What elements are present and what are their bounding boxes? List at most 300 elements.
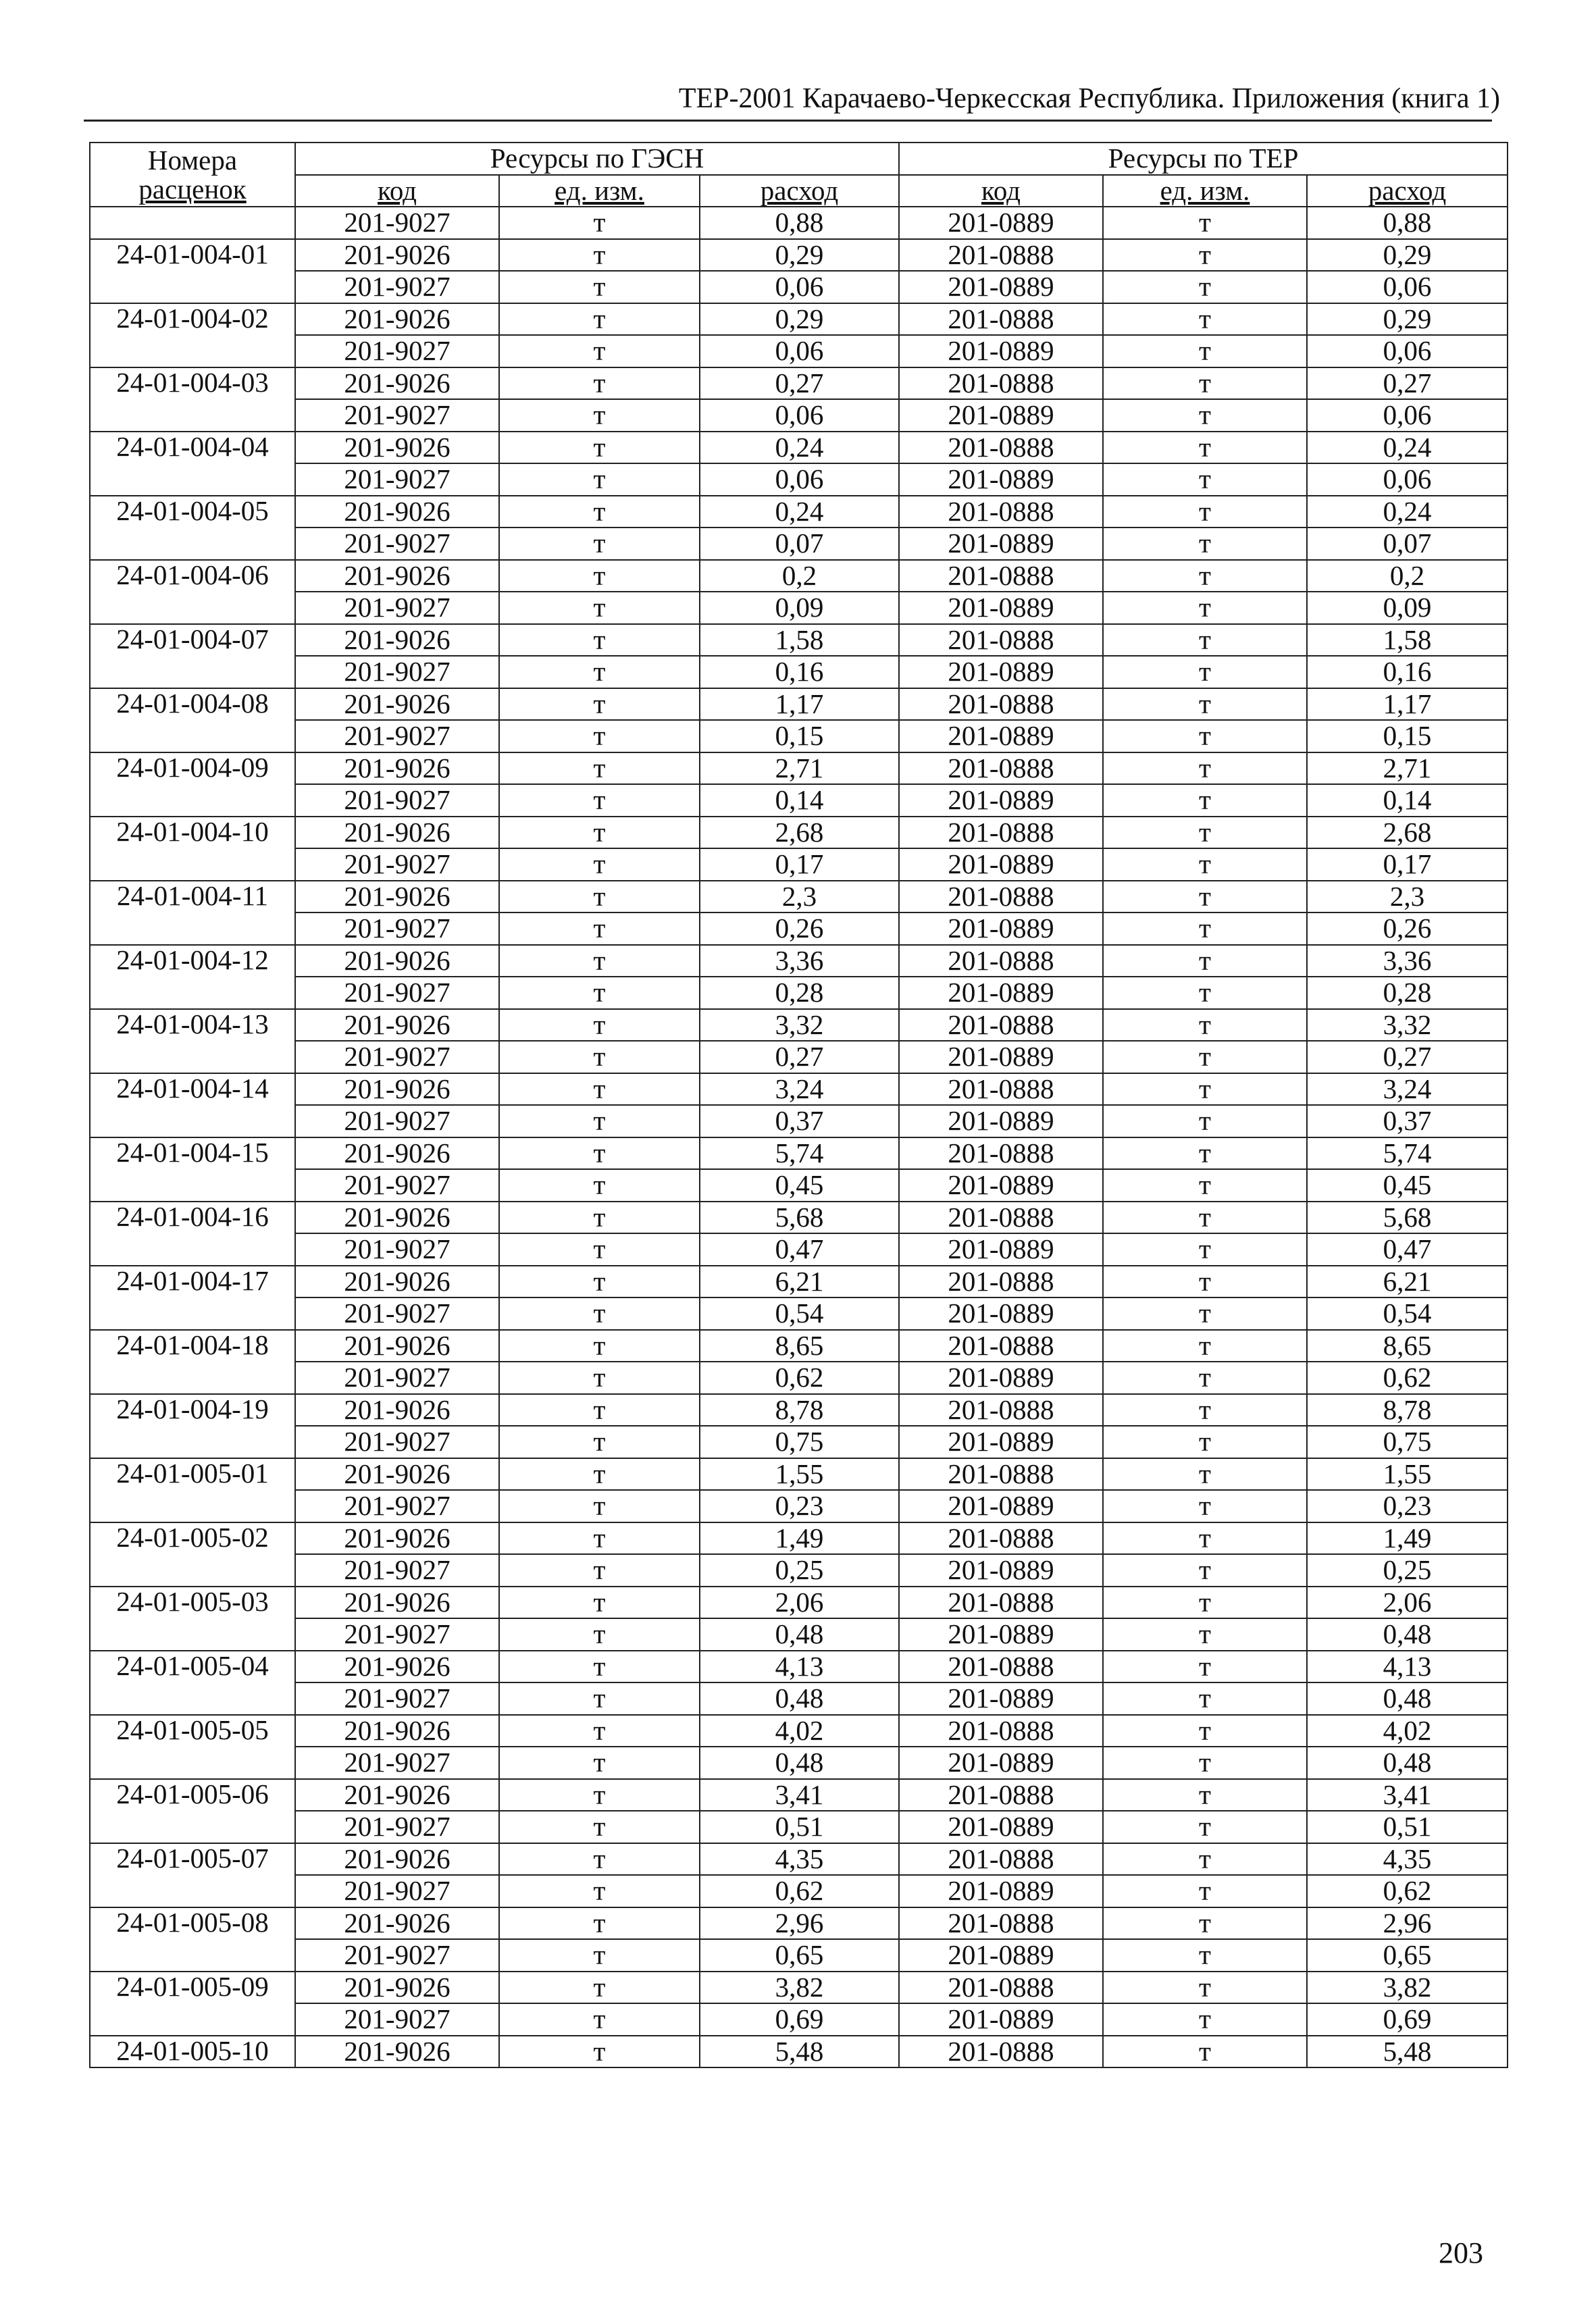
gesn-code-cell: 201-9026 bbox=[295, 688, 499, 721]
ter-code-cell: 201-0889 bbox=[899, 1682, 1103, 1715]
ter-usage-cell: 6,21 bbox=[1307, 1266, 1508, 1298]
gesn-code-cell: 201-9027 bbox=[295, 784, 499, 817]
ter-code-cell: 201-0889 bbox=[899, 977, 1103, 1009]
ter-code-cell: 201-0888 bbox=[899, 367, 1103, 400]
rate-number-cell: 24-01-005-10 bbox=[90, 2036, 295, 2068]
gesn-code-cell: 201-9027 bbox=[295, 1041, 499, 1073]
gesn-usage-cell: 0,24 bbox=[700, 432, 899, 464]
ter-code-cell: 201-0888 bbox=[899, 239, 1103, 272]
gesn-usage-cell: 0,54 bbox=[700, 1297, 899, 1330]
gesn-unit-cell: т bbox=[499, 1587, 700, 1619]
ter-code-cell: 201-0889 bbox=[899, 271, 1103, 303]
table-row bbox=[90, 688, 1508, 721]
gesn-unit-cell: т bbox=[499, 463, 700, 496]
gesn-unit-cell: т bbox=[499, 977, 700, 1009]
ter-usage-cell: 0,37 bbox=[1307, 1105, 1508, 1137]
rate-number-cell bbox=[90, 207, 295, 239]
gesn-unit-cell: т bbox=[499, 528, 700, 560]
ter-usage-cell: 0,27 bbox=[1307, 1041, 1508, 1073]
ter-unit-cell: т bbox=[1103, 2003, 1307, 2036]
gesn-usage-cell: 2,96 bbox=[700, 1907, 899, 1940]
gesn-code-cell: 201-9027 bbox=[295, 1939, 499, 1972]
table-row bbox=[90, 1297, 1508, 1330]
ter-unit-cell: т bbox=[1103, 1330, 1307, 1362]
ter-usage-cell: 0,45 bbox=[1307, 1169, 1508, 1202]
ter-usage-cell: 0,24 bbox=[1307, 496, 1508, 528]
gesn-usage-cell: 0,62 bbox=[700, 1875, 899, 1907]
ter-code-cell: 201-0888 bbox=[899, 1330, 1103, 1362]
rates-header-line1: Номера bbox=[147, 144, 238, 176]
gesn-usage-cell: 0,23 bbox=[700, 1490, 899, 1522]
rate-number-cell: 24-01-004-02 bbox=[90, 303, 295, 367]
ter-code-cell: 201-0889 bbox=[899, 1811, 1103, 1843]
table-row bbox=[90, 367, 1508, 400]
gesn-unit-cell: т bbox=[499, 1394, 700, 1426]
ter-usage-cell: 5,48 bbox=[1307, 2036, 1508, 2068]
gesn-usage-cell: 0,37 bbox=[700, 1105, 899, 1137]
ter-usage-cell: 0,75 bbox=[1307, 1426, 1508, 1458]
gesn-code-cell: 201-9027 bbox=[295, 1105, 499, 1137]
ter-code-cell: 201-0888 bbox=[899, 1202, 1103, 1234]
gesn-usage-cell: 0,75 bbox=[700, 1426, 899, 1458]
gesn-unit-cell: т bbox=[499, 496, 700, 528]
table-row bbox=[90, 784, 1508, 817]
ter-unit-cell: т bbox=[1103, 1169, 1307, 1202]
table-row bbox=[90, 1907, 1508, 1940]
gesn-usage-cell: 5,74 bbox=[700, 1137, 899, 1170]
gesn-code-cell: 201-9026 bbox=[295, 1651, 499, 1683]
ter-usage-cell: 0,48 bbox=[1307, 1747, 1508, 1779]
gesn-usage-cell: 0,88 bbox=[700, 207, 899, 239]
ter-unit-cell: т bbox=[1103, 1266, 1307, 1298]
ter-unit-cell: т bbox=[1103, 463, 1307, 496]
gesn-unit-cell: т bbox=[499, 1073, 700, 1106]
ter-code-cell: 201-0888 bbox=[899, 1009, 1103, 1042]
ter-code-cell: 201-0888 bbox=[899, 688, 1103, 721]
ter-usage-cell: 3,32 bbox=[1307, 1009, 1508, 1042]
ter-code-cell: 201-0889 bbox=[899, 1297, 1103, 1330]
gesn-code-cell: 201-9026 bbox=[295, 1587, 499, 1619]
ter-unit-cell: т bbox=[1103, 1939, 1307, 1972]
ter-unit-cell: т bbox=[1103, 560, 1307, 592]
gesn-usage-cell: 0,24 bbox=[700, 496, 899, 528]
ter-unit-cell: т bbox=[1103, 1779, 1307, 1811]
table-row bbox=[90, 1362, 1508, 1394]
gesn-usage-cell: 0,62 bbox=[700, 1362, 899, 1394]
ter-group-header: Ресурсы по ТЕР bbox=[899, 143, 1508, 175]
ter-code-cell: 201-0888 bbox=[899, 1587, 1103, 1619]
ter-code-cell: 201-0888 bbox=[899, 1137, 1103, 1170]
ter-code-cell: 201-0888 bbox=[899, 624, 1103, 657]
gesn-usage-cell: 1,17 bbox=[700, 688, 899, 721]
ter-usage-cell: 1,58 bbox=[1307, 624, 1508, 657]
gesn-unit-cell: т bbox=[499, 1297, 700, 1330]
gesn-unit-cell: т bbox=[499, 1169, 700, 1202]
gesn-usage-cell: 0,06 bbox=[700, 271, 899, 303]
ter-usage-cell: 3,36 bbox=[1307, 945, 1508, 977]
gesn-code-cell: 201-9027 bbox=[295, 592, 499, 624]
gesn-usage-cell: 0,29 bbox=[700, 239, 899, 272]
ter-unit-cell: т bbox=[1103, 1426, 1307, 1458]
table-row bbox=[90, 1330, 1508, 1362]
table-row bbox=[90, 1939, 1508, 1972]
gesn-unit-cell: т bbox=[499, 1811, 700, 1843]
ter-code-cell: 201-0889 bbox=[899, 784, 1103, 817]
ter-usage-cell: 5,68 bbox=[1307, 1202, 1508, 1234]
ter-code-cell: 201-0889 bbox=[899, 1041, 1103, 1073]
ter-unit-cell: т bbox=[1103, 1073, 1307, 1106]
gesn-unit-cell: т bbox=[499, 656, 700, 688]
gesn-usage-cell: 0,27 bbox=[700, 1041, 899, 1073]
rate-number-cell: 24-01-005-06 bbox=[90, 1779, 295, 1843]
gesn-usage-cell: 3,82 bbox=[700, 1972, 899, 2004]
gesn-unit-cell: т bbox=[499, 432, 700, 464]
ter-code-cell: 201-0888 bbox=[899, 1843, 1103, 1876]
ter-code-cell: 201-0888 bbox=[899, 1458, 1103, 1491]
table-row bbox=[90, 720, 1508, 752]
gesn-unit-cell: т bbox=[499, 1843, 700, 1876]
gesn-code-cell: 201-9027 bbox=[295, 463, 499, 496]
gesn-usage-cell: 1,55 bbox=[700, 1458, 899, 1491]
ter-unit-cell: т bbox=[1103, 1522, 1307, 1555]
gesn-unit-cell: т bbox=[499, 1907, 700, 1940]
ter-code-cell: 201-0889 bbox=[899, 1747, 1103, 1779]
page-header-title: ТЕР-2001 Карачаево-Черкесская Республика. Приложения (книга 1) bbox=[678, 83, 1500, 114]
table-row bbox=[90, 528, 1508, 560]
ter-code-cell: 201-0889 bbox=[899, 912, 1103, 945]
table-row bbox=[90, 207, 1508, 239]
ter-code-cell: 201-0889 bbox=[899, 2003, 1103, 2036]
ter-usage-cell: 4,13 bbox=[1307, 1651, 1508, 1683]
gesn-usage-cell: 8,65 bbox=[700, 1330, 899, 1362]
rate-number-cell: 24-01-004-19 bbox=[90, 1394, 295, 1458]
table-head bbox=[90, 143, 1508, 207]
ter-usage-cell: 0,27 bbox=[1307, 367, 1508, 400]
gesn-unit-cell: т bbox=[499, 1362, 700, 1394]
gesn-unit-cell: т bbox=[499, 1330, 700, 1362]
gesn-code-cell: 201-9027 bbox=[295, 1362, 499, 1394]
ter-usage-cell: 8,78 bbox=[1307, 1394, 1508, 1426]
rate-number-cell: 24-01-004-18 bbox=[90, 1330, 295, 1394]
rate-number-cell: 24-01-005-01 bbox=[90, 1458, 295, 1522]
gesn-code-cell: 201-9027 bbox=[295, 399, 499, 432]
ter-unit-cell: т bbox=[1103, 817, 1307, 849]
ter-usage-cell: 0,62 bbox=[1307, 1362, 1508, 1394]
gesn-usage-cell: 5,68 bbox=[700, 1202, 899, 1234]
ter-code-cell: 201-0888 bbox=[899, 303, 1103, 336]
ter-usage-cell: 1,55 bbox=[1307, 1458, 1508, 1491]
ter-usage-cell: 0,06 bbox=[1307, 399, 1508, 432]
gesn-code-cell: 201-9026 bbox=[295, 1394, 499, 1426]
table-row bbox=[90, 592, 1508, 624]
gesn-code-cell: 201-9026 bbox=[295, 1843, 499, 1876]
gesn-usage-cell: 0,48 bbox=[700, 1618, 899, 1651]
gesn-unit-cell: т bbox=[499, 752, 700, 785]
ter-unit-cell: т bbox=[1103, 239, 1307, 272]
gesn-unit-cell: т bbox=[499, 271, 700, 303]
gesn-unit-cell: т bbox=[499, 1266, 700, 1298]
gesn-unit-header: ед. изм. bbox=[499, 175, 700, 207]
header-divider bbox=[84, 120, 1492, 122]
gesn-usage-cell: 3,36 bbox=[700, 945, 899, 977]
ter-usage-cell: 0,28 bbox=[1307, 977, 1508, 1009]
ter-code-cell: 201-0888 bbox=[899, 496, 1103, 528]
ter-unit-cell: т bbox=[1103, 1587, 1307, 1619]
gesn-unit-cell: т bbox=[499, 688, 700, 721]
rate-number-cell: 24-01-004-15 bbox=[90, 1137, 295, 1202]
ter-unit-cell: т bbox=[1103, 1651, 1307, 1683]
gesn-usage-cell: 5,48 bbox=[700, 2036, 899, 2068]
rate-number-cell: 24-01-005-08 bbox=[90, 1907, 295, 1972]
ter-code-cell: 201-0888 bbox=[899, 1522, 1103, 1555]
table-row bbox=[90, 1105, 1508, 1137]
rate-number-cell: 24-01-004-13 bbox=[90, 1009, 295, 1073]
gesn-usage-cell: 0,65 bbox=[700, 1939, 899, 1972]
gesn-usage-cell: 3,41 bbox=[700, 1779, 899, 1811]
rate-number-cell: 24-01-004-16 bbox=[90, 1202, 295, 1266]
gesn-unit-cell: т bbox=[499, 1426, 700, 1458]
gesn-unit-cell: т bbox=[499, 624, 700, 657]
table-row bbox=[90, 1169, 1508, 1202]
ter-usage-cell: 3,41 bbox=[1307, 1779, 1508, 1811]
gesn-code-cell: 201-9026 bbox=[295, 1972, 499, 2004]
ter-unit-cell: т bbox=[1103, 1458, 1307, 1491]
gesn-code-cell: 201-9027 bbox=[295, 1233, 499, 1266]
ter-usage-cell: 0,06 bbox=[1307, 335, 1508, 367]
ter-usage-cell: 0,47 bbox=[1307, 1233, 1508, 1266]
rate-number-cell: 24-01-005-09 bbox=[90, 1972, 295, 2036]
table-row bbox=[90, 1041, 1508, 1073]
ter-code-cell: 201-0888 bbox=[899, 881, 1103, 913]
ter-unit-cell: т bbox=[1103, 592, 1307, 624]
rate-number-cell: 24-01-005-04 bbox=[90, 1651, 295, 1715]
gesn-usage-cell: 0,06 bbox=[700, 399, 899, 432]
gesn-unit-cell: т bbox=[499, 1875, 700, 1907]
gesn-usage-cell: 0,2 bbox=[700, 560, 899, 592]
ter-unit-cell: т bbox=[1103, 1009, 1307, 1042]
gesn-usage-cell: 2,68 bbox=[700, 817, 899, 849]
rate-number-cell: 24-01-004-11 bbox=[90, 881, 295, 945]
gesn-code-cell: 201-9026 bbox=[295, 1522, 499, 1555]
page-number: 203 bbox=[1439, 2236, 1483, 2269]
ter-usage-cell: 0,26 bbox=[1307, 912, 1508, 945]
gesn-unit-cell: т bbox=[499, 1137, 700, 1170]
ter-unit-cell: т bbox=[1103, 1297, 1307, 1330]
ter-usage-cell: 0,25 bbox=[1307, 1554, 1508, 1587]
gesn-code-cell: 201-9027 bbox=[295, 720, 499, 752]
ter-usage-cell: 0,62 bbox=[1307, 1875, 1508, 1907]
ter-usage-cell: 2,3 bbox=[1307, 881, 1508, 913]
ter-usage-cell: 4,35 bbox=[1307, 1843, 1508, 1876]
rate-number-cell: 24-01-004-04 bbox=[90, 432, 295, 496]
gesn-code-cell: 201-9027 bbox=[295, 1618, 499, 1651]
gesn-code-cell: 201-9026 bbox=[295, 1073, 499, 1106]
ter-unit-cell: т bbox=[1103, 1394, 1307, 1426]
ter-code-cell: 201-0888 bbox=[899, 560, 1103, 592]
gesn-usage-cell: 0,48 bbox=[700, 1682, 899, 1715]
gesn-code-cell: 201-9027 bbox=[295, 271, 499, 303]
gesn-unit-cell: т bbox=[499, 1233, 700, 1266]
ter-code-cell: 201-0889 bbox=[899, 1554, 1103, 1587]
gesn-unit-cell: т bbox=[499, 1554, 700, 1587]
ter-code-cell: 201-0888 bbox=[899, 432, 1103, 464]
ter-usage-cell: 0,15 bbox=[1307, 720, 1508, 752]
gesn-unit-cell: т bbox=[499, 592, 700, 624]
gesn-usage-cell: 0,17 bbox=[700, 848, 899, 881]
ter-code-cell: 201-0889 bbox=[899, 1105, 1103, 1137]
ter-unit-cell: т bbox=[1103, 496, 1307, 528]
gesn-usage-cell: 2,71 bbox=[700, 752, 899, 785]
table-row bbox=[90, 271, 1508, 303]
ter-usage-cell: 2,96 bbox=[1307, 1907, 1508, 1940]
gesn-code-cell: 201-9026 bbox=[295, 1137, 499, 1170]
gesn-unit-cell: т bbox=[499, 1009, 700, 1042]
table-row bbox=[90, 624, 1508, 657]
table-row bbox=[90, 1490, 1508, 1522]
gesn-code-cell: 201-9026 bbox=[295, 303, 499, 336]
ter-code-cell: 201-0888 bbox=[899, 752, 1103, 785]
gesn-code-cell: 201-9027 bbox=[295, 1297, 499, 1330]
gesn-usage-cell: 3,24 bbox=[700, 1073, 899, 1106]
ter-usage-cell: 0,06 bbox=[1307, 463, 1508, 496]
table-row bbox=[90, 1651, 1508, 1683]
gesn-unit-cell: т bbox=[499, 1490, 700, 1522]
gesn-usage-cell: 2,3 bbox=[700, 881, 899, 913]
ter-code-cell: 201-0889 bbox=[899, 848, 1103, 881]
ter-unit-cell: т bbox=[1103, 1202, 1307, 1234]
gesn-usage-cell: 0,06 bbox=[700, 335, 899, 367]
gesn-unit-cell: т bbox=[499, 207, 700, 239]
ter-code-cell: 201-0888 bbox=[899, 945, 1103, 977]
gesn-usage-cell: 3,32 bbox=[700, 1009, 899, 1042]
ter-usage-cell: 0,17 bbox=[1307, 848, 1508, 881]
gesn-usage-cell: 0,25 bbox=[700, 1554, 899, 1587]
ter-usage-cell: 5,74 bbox=[1307, 1137, 1508, 1170]
table-row bbox=[90, 1747, 1508, 1779]
table-row bbox=[90, 1587, 1508, 1619]
ter-unit-cell: т bbox=[1103, 367, 1307, 400]
table-body bbox=[90, 207, 1508, 2067]
gesn-code-cell: 201-9027 bbox=[295, 1811, 499, 1843]
gesn-code-cell: 201-9027 bbox=[295, 528, 499, 560]
table-row bbox=[90, 2003, 1508, 2036]
gesn-code-cell: 201-9027 bbox=[295, 1682, 499, 1715]
gesn-unit-cell: т bbox=[499, 912, 700, 945]
gesn-code-cell: 201-9027 bbox=[295, 848, 499, 881]
ter-code-cell: 201-0889 bbox=[899, 399, 1103, 432]
ter-usage-cell: 0,14 bbox=[1307, 784, 1508, 817]
table-row bbox=[90, 1233, 1508, 1266]
ter-code-cell: 201-0889 bbox=[899, 1618, 1103, 1651]
ter-usage-cell: 0,07 bbox=[1307, 528, 1508, 560]
ter-code-cell: 201-0889 bbox=[899, 1169, 1103, 1202]
gesn-usage-cell: 0,27 bbox=[700, 367, 899, 400]
ter-unit-cell: т bbox=[1103, 271, 1307, 303]
ter-code-cell: 201-0888 bbox=[899, 1651, 1103, 1683]
gesn-unit-cell: т bbox=[499, 945, 700, 977]
ter-unit-cell: т bbox=[1103, 1554, 1307, 1587]
table-row bbox=[90, 881, 1508, 913]
gesn-code-cell: 201-9026 bbox=[295, 1458, 499, 1491]
ter-usage-cell: 3,24 bbox=[1307, 1073, 1508, 1106]
rate-number-cell: 24-01-004-06 bbox=[90, 560, 295, 624]
ter-usage-cell: 2,71 bbox=[1307, 752, 1508, 785]
ter-unit-cell: т bbox=[1103, 1875, 1307, 1907]
ter-unit-cell: т bbox=[1103, 1907, 1307, 1940]
gesn-usage-cell: 2,06 bbox=[700, 1587, 899, 1619]
gesn-unit-cell: т bbox=[499, 720, 700, 752]
gesn-usage-cell: 6,21 bbox=[700, 1266, 899, 1298]
gesn-unit-cell: т bbox=[499, 367, 700, 400]
gesn-code-cell: 201-9027 bbox=[295, 1426, 499, 1458]
rate-number-cell: 24-01-004-14 bbox=[90, 1073, 295, 1137]
table-row bbox=[90, 1137, 1508, 1170]
rate-number-cell: 24-01-004-12 bbox=[90, 945, 295, 1009]
gesn-usage-header: расход bbox=[700, 175, 899, 207]
ter-unit-cell: т bbox=[1103, 1233, 1307, 1266]
table-row bbox=[90, 977, 1508, 1009]
table-row bbox=[90, 1202, 1508, 1234]
ter-unit-cell: т bbox=[1103, 207, 1307, 239]
table-row bbox=[90, 752, 1508, 785]
ter-code-cell: 201-0888 bbox=[899, 1715, 1103, 1747]
ter-unit-cell: т bbox=[1103, 688, 1307, 721]
ter-unit-cell: т bbox=[1103, 303, 1307, 336]
gesn-code-cell: 201-9026 bbox=[295, 1907, 499, 1940]
ter-code-cell: 201-0888 bbox=[899, 1266, 1103, 1298]
gesn-usage-cell: 4,35 bbox=[700, 1843, 899, 1876]
rate-number-cell: 24-01-004-01 bbox=[90, 239, 295, 303]
ter-code-cell: 201-0888 bbox=[899, 817, 1103, 849]
ter-unit-header: ед. изм. bbox=[1103, 175, 1307, 207]
ter-usage-cell: 0,16 bbox=[1307, 656, 1508, 688]
rate-number-cell: 24-01-004-03 bbox=[90, 367, 295, 432]
ter-usage-cell: 0,54 bbox=[1307, 1297, 1508, 1330]
ter-unit-cell: т bbox=[1103, 1137, 1307, 1170]
table-row bbox=[90, 1682, 1508, 1715]
gesn-unit-cell: т bbox=[499, 784, 700, 817]
ter-usage-cell: 0,23 bbox=[1307, 1490, 1508, 1522]
table-row bbox=[90, 1811, 1508, 1843]
table-row bbox=[90, 1426, 1508, 1458]
gesn-code-cell: 201-9027 bbox=[295, 1747, 499, 1779]
ter-usage-cell: 8,65 bbox=[1307, 1330, 1508, 1362]
rate-number-cell: 24-01-004-05 bbox=[90, 496, 295, 560]
ter-unit-cell: т bbox=[1103, 399, 1307, 432]
gesn-usage-cell: 0,45 bbox=[700, 1169, 899, 1202]
gesn-unit-cell: т bbox=[499, 1105, 700, 1137]
rate-number-cell: 24-01-005-03 bbox=[90, 1587, 295, 1651]
ter-unit-cell: т bbox=[1103, 2036, 1307, 2068]
ter-code-cell: 201-0889 bbox=[899, 463, 1103, 496]
gesn-usage-cell: 0,16 bbox=[700, 656, 899, 688]
gesn-usage-cell: 8,78 bbox=[700, 1394, 899, 1426]
ter-usage-cell: 1,17 bbox=[1307, 688, 1508, 721]
ter-unit-cell: т bbox=[1103, 1682, 1307, 1715]
rate-number-cell: 24-01-004-07 bbox=[90, 624, 295, 688]
table-row bbox=[90, 1009, 1508, 1042]
ter-unit-cell: т bbox=[1103, 1490, 1307, 1522]
gesn-code-cell: 201-9026 bbox=[295, 1266, 499, 1298]
ter-code-cell: 201-0889 bbox=[899, 720, 1103, 752]
ter-code-cell: 201-0889 bbox=[899, 1875, 1103, 1907]
gesn-usage-cell: 0,51 bbox=[700, 1811, 899, 1843]
table-row bbox=[90, 1875, 1508, 1907]
table-row bbox=[90, 399, 1508, 432]
gesn-code-cell: 201-9027 bbox=[295, 1554, 499, 1587]
ter-code-cell: 201-0889 bbox=[899, 1490, 1103, 1522]
resources-table bbox=[89, 142, 1508, 2068]
